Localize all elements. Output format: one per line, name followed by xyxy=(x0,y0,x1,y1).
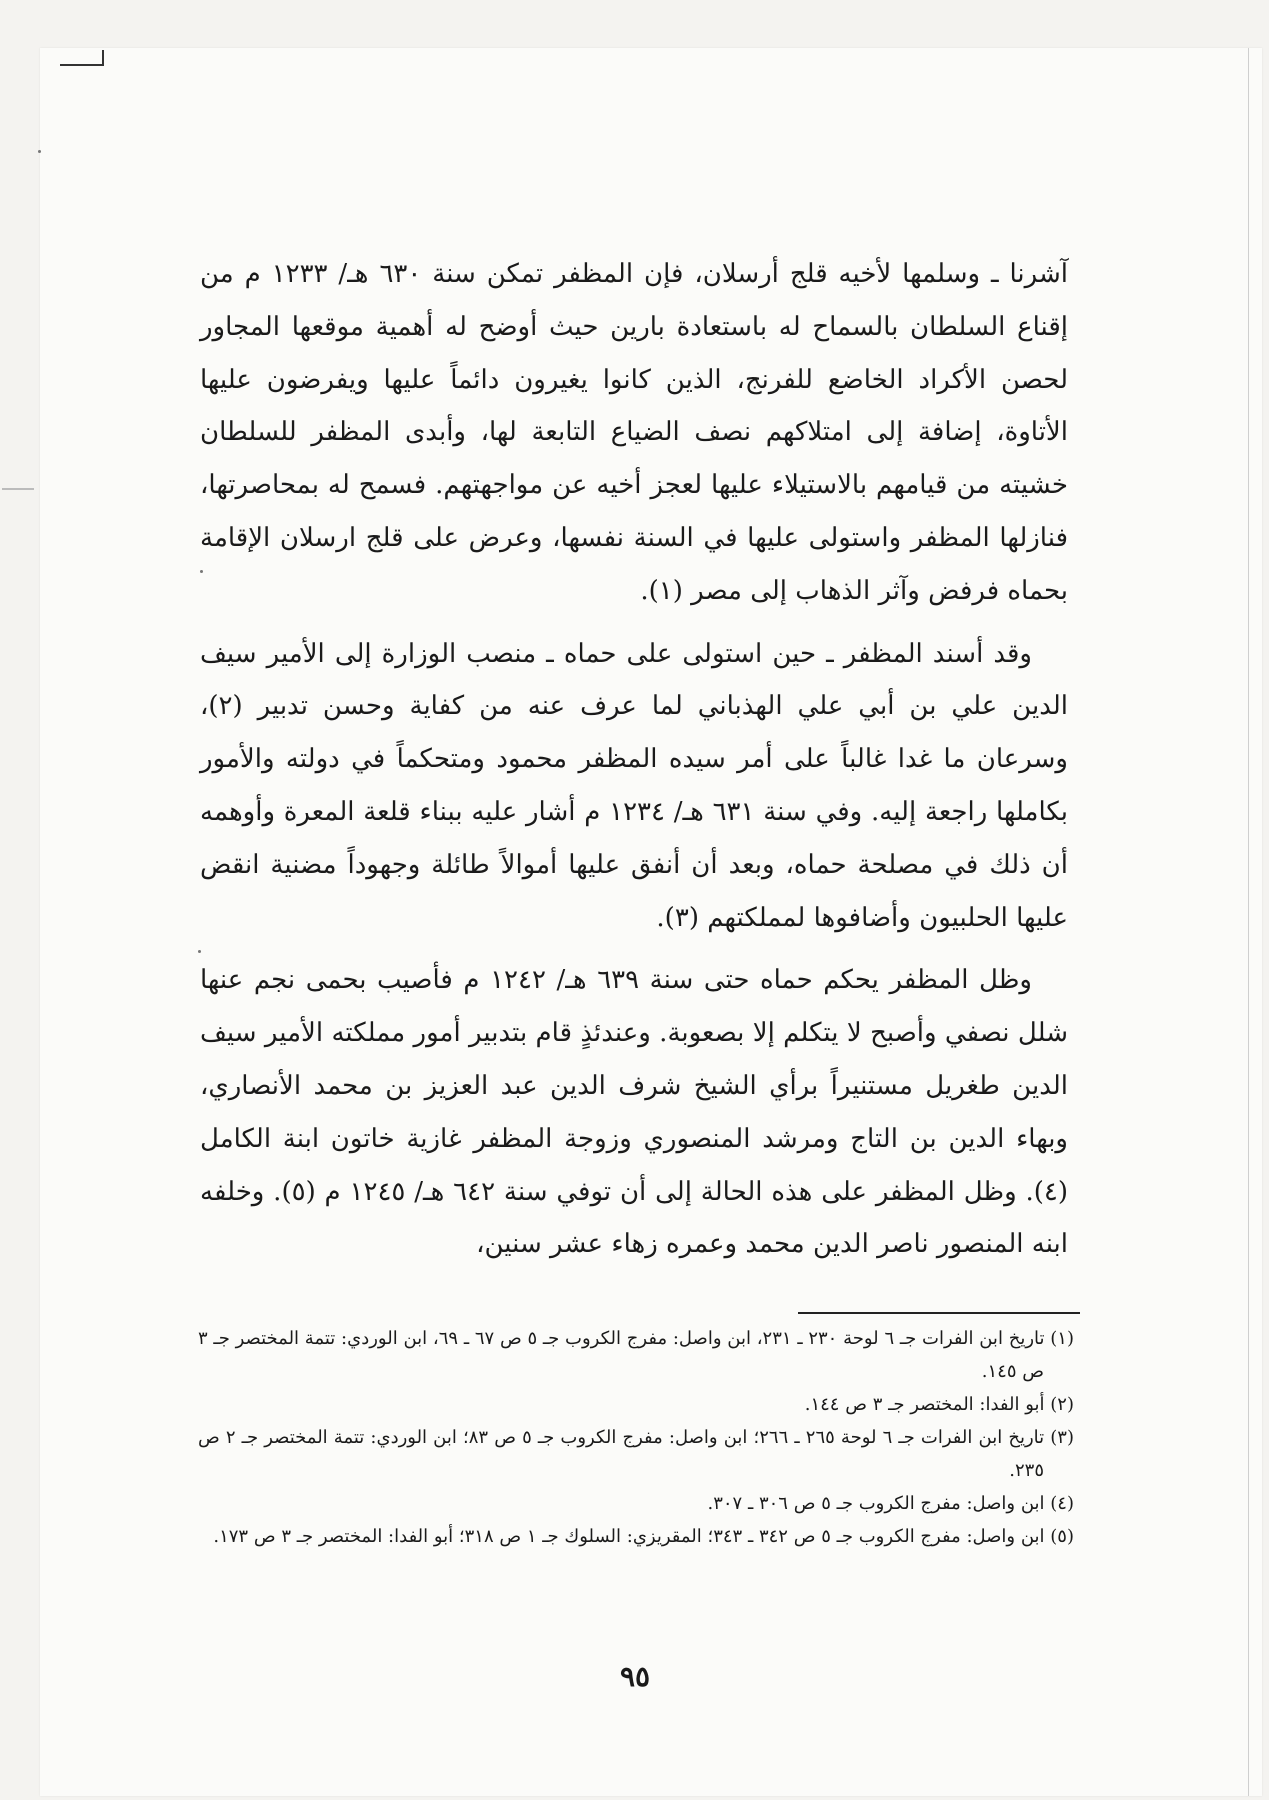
margin-dot xyxy=(38,150,41,153)
main-text xyxy=(200,248,1068,1281)
paragraph: آشرنا ـ وسلمها لأخيه قلج أرسلان، فإن المظفر تمكن سنة ٦٣٠ هـ/ ١٢٣٣ م من إقناع السلطان بالسماح له باستعادة بارين حيث أوضح له أهمية موقعها المجاور لحصن الأكراد الخاضع للفرنج، الذين كانوا يغيرون دائماً عليها ويفرضون عليها الأتاوة، إضافة إلى امتلاكهم نصف الضياع التابعة لها، وأبدى المظفر للسلطان خشيته من قيامهم بالاستيلاء عليها لعجز أخيه عن مواجهتهم. فسمح له بمحاصرتها، فنازلها المظفر واستولى عليها في السنة نفسها، وعرض على قلج ارسلان الإقامة بحماه فرفض وآثر الذهاب إلى مصر (١). xyxy=(200,259,1068,606)
page-edge xyxy=(1248,48,1249,1796)
footnote: (١) تاريخ ابن الفرات جـ ٦ لوحة ٢٣٠ ـ ٢٣١، ابن واصل: مفرج الكروب جـ ٥ ص ٦٧ ـ ٦٩، ابن الوردي: تتمة المختصر جـ ٣ ص ١٤٥. xyxy=(198,1328,1074,1382)
footnote: (٣) تاريخ ابن الفرات جـ ٦ لوحة ٢٦٥ ـ ٢٦٦؛ ابن واصل: مفرج الكروب جـ ٥ ص ٨٣؛ ابن الوردي: تتمة المختصر جـ ٢ ص ٢٣٥. xyxy=(198,1427,1074,1481)
page-number: ٩٥ xyxy=(619,1660,651,1693)
margin-dash xyxy=(2,488,34,490)
footnote-separator xyxy=(798,1312,1080,1314)
footnotes xyxy=(198,1322,1074,1553)
corner-crop-mark xyxy=(60,50,104,66)
footnote: (٤) ابن واصل: مفرج الكروب جـ ٥ ص ٣٠٦ ـ ٣٠٧. xyxy=(707,1493,1074,1514)
paragraph: وظل المظفر يحكم حماه حتى سنة ٦٣٩ هـ/ ١٢٤٢ م فأصيب بحمى نجم عنها شلل نصفي وأصبح لا يتكلم إلا بصعوبة. وعندئذٍ قام بتدبير أمور مملكته الأمير سيف الدين طغريل مستنيراً برأي الشيخ شرف الدين عبد العزيز بن محمد الأنصاري، وبهاء الدين بن التاج ومرشد المنصوري وزوجة المظفر غازية خاتون ابنة الكامل (٤). وظل المظفر على هذه الحالة إلى أن توفي سنة ٦٤٢ هـ/ ١٢٤٥ م (٥). وخلفه ابنه المنصور ناصر الدين محمد وعمره زهاء عشر سنين، xyxy=(200,965,1069,1260)
footnote: (٢) أبو الفدا: المختصر جـ ٣ ص ١٤٤. xyxy=(804,1394,1074,1415)
footnote: (٥) ابن واصل: مفرج الكروب جـ ٥ ص ٣٤٢ ـ ٣٤٣؛ المقريزي: السلوك جـ ١ ص ٣١٨؛ أبو الفدا: المختصر جـ ٣ ص ١٧٣. xyxy=(213,1526,1074,1547)
paragraph: وقد أسند المظفر ـ حين استولى على حماه ـ منصب الوزارة إلى الأمير سيف الدين علي بن أبي علي الهذباني لما عرف عنه من كفاية وحسن تدبير (٢)، وسرعان ما غدا غالباً على أمر سيده المظفر محمود ومتحكماً في دولته والأمور بكاملها راجعة إليه. وفي سنة ٦٣١ هـ/ ١٢٣٤ م أشار عليه ببناء قلعة المعرة وأوهمه أن ذلك في مصلحة حماه، وبعد أن أنفق عليها أموالاً طائلة وجهوداً مضنية انقض عليها الحلبيون وأضافوها لمملكتهم (٣). xyxy=(200,638,1068,933)
